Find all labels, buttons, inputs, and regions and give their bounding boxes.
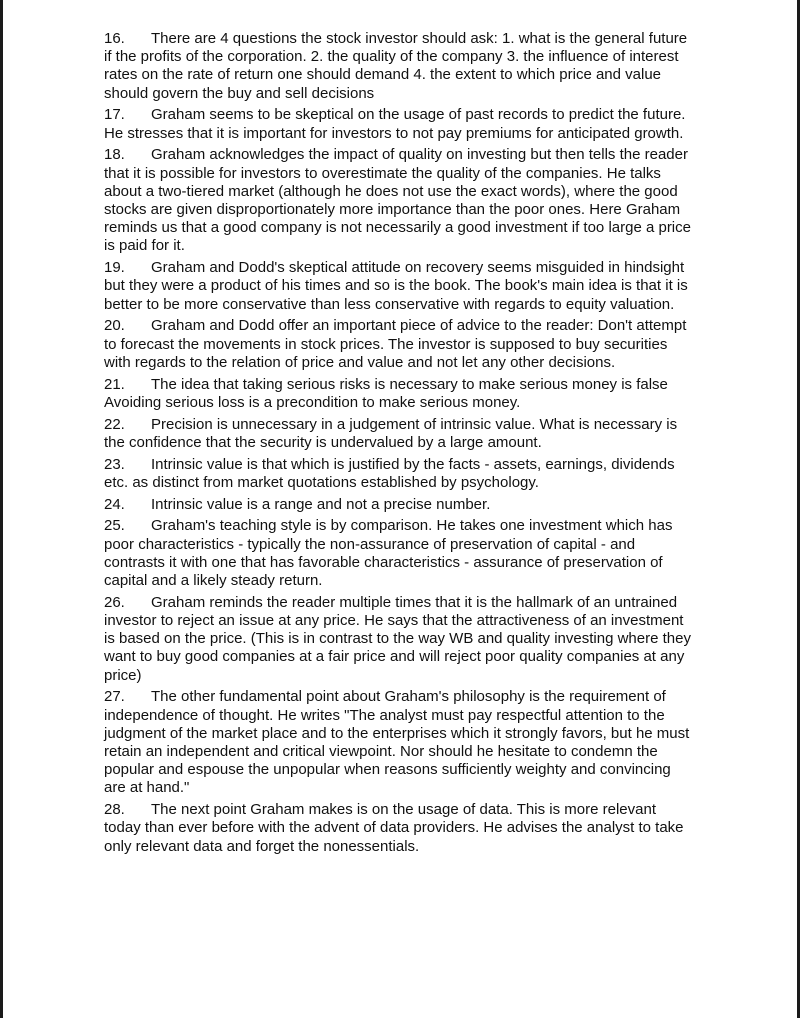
note-text: Intrinsic value is a range and not a precise number. <box>151 495 491 513</box>
note-number: 21. <box>104 375 125 393</box>
note-26 <box>104 594 696 685</box>
note-25 <box>104 517 696 590</box>
document-page <box>104 30 696 859</box>
note-number: 16. <box>104 30 125 47</box>
note-number: 25. <box>104 517 125 535</box>
note-20 <box>104 317 696 372</box>
note-text: Graham acknowledges the impact of quality on investing but then tells the reader that it is possible for investors to overestimate the quality of the companies. He talks about a two-tiered market (although he does not use the exact words), where the good stocks are given disproportionately more importance than the poor ones. Here Graham reminds us that a good company is not necessarily a good investment if too large a price is paid for it. <box>104 146 696 255</box>
note-text: Precision is unnecessary in a judgement of intrinsic value. What is necessary is the confidence that the security is undervalued by a large amount. <box>104 415 682 451</box>
note-28 <box>104 801 696 856</box>
note-text: Graham seems to be skeptical on the usage of past records to predict the future. He stresses that it is important for investors to not pay premiums for anticipated growth. <box>104 106 690 142</box>
note-17 <box>104 106 696 142</box>
note-16 <box>104 30 696 103</box>
note-number: 22. <box>104 415 125 433</box>
note-18 <box>104 146 696 255</box>
note-23 <box>104 456 696 492</box>
note-number: 19. <box>104 259 125 277</box>
note-number: 26. <box>104 593 125 611</box>
note-text: Graham's teaching style is by comparison. He takes one investment which has poor characteristics - typically the non-assurance of preservation of capital - and contrasts it with one that has favorable characteristics - assurance of preservation of capital and a likely steady return. <box>104 517 677 590</box>
note-number: 23. <box>104 455 125 473</box>
note-text: The next point Graham makes is on the usage of data. This is more relevant today than ever before with the advent of data providers. He advises the analyst to take only relevant data and forget the nonessentials. <box>104 801 688 855</box>
note-number: 18. <box>104 146 125 164</box>
note-24 <box>104 496 696 514</box>
note-27 <box>104 688 696 797</box>
note-number: 20. <box>104 317 125 335</box>
note-text: The other fundamental point about Graham's philosophy is the requirement of independence of thought. He writes "The analyst must pay respectful attention to the judgment of the market place and to the enterprises which it strongly favors, but he must retain an independent and critical viewpoint. Nor should he hesitate to condemn the popular and espouse the unpopular when reasons sufficiently weighty and convincing are at hand." <box>104 688 694 797</box>
note-text: The idea that taking serious risks is necessary to make serious money is false Avoiding serious loss is a precondition to make serious money. <box>104 375 672 411</box>
note-text: Intrinsic value is that which is justified by the facts - assets, earnings, dividends etc. as distinct from market quotations established by psychology. <box>104 455 679 491</box>
note-text: There are 4 questions the stock investor should ask: 1. what is the general future if the profits of the corporation. 2. the quality of the company 3. the influence of interest rates on the rate of return one should demand 4. the extent to which price and value should govern the buy and sell decisions <box>104 30 692 102</box>
note-21 <box>104 376 696 412</box>
note-22 <box>104 416 696 452</box>
note-number: 24. <box>104 495 125 513</box>
note-number: 17. <box>104 106 125 124</box>
note-number: 28. <box>104 801 125 819</box>
note-text: Graham and Dodd offer an important piece of advice to the reader: Don't attempt to forecast the movements in stock prices. The investor is supposed to buy securities with regards to the relation of price and value and not let any other decisions. <box>104 317 691 371</box>
note-19 <box>104 259 696 314</box>
page-edge-left <box>0 0 3 1018</box>
note-number: 27. <box>104 688 125 706</box>
note-text: Graham and Dodd's skeptical attitude on recovery seems misguided in hindsight but they were a product of his times and so is the book. The book's main idea is that it is better to be more conservative than less conservative with regards to equity valuation. <box>104 259 692 313</box>
note-text: Graham reminds the reader multiple times that it is the hallmark of an untrained investor to reject an issue at any price. He says that the attractiveness of an investment is based on the price. (This is in contrast to the way WB and quality investing where they want to buy good companies at a fair price and will reject poor quality companies at any price) <box>104 593 696 684</box>
